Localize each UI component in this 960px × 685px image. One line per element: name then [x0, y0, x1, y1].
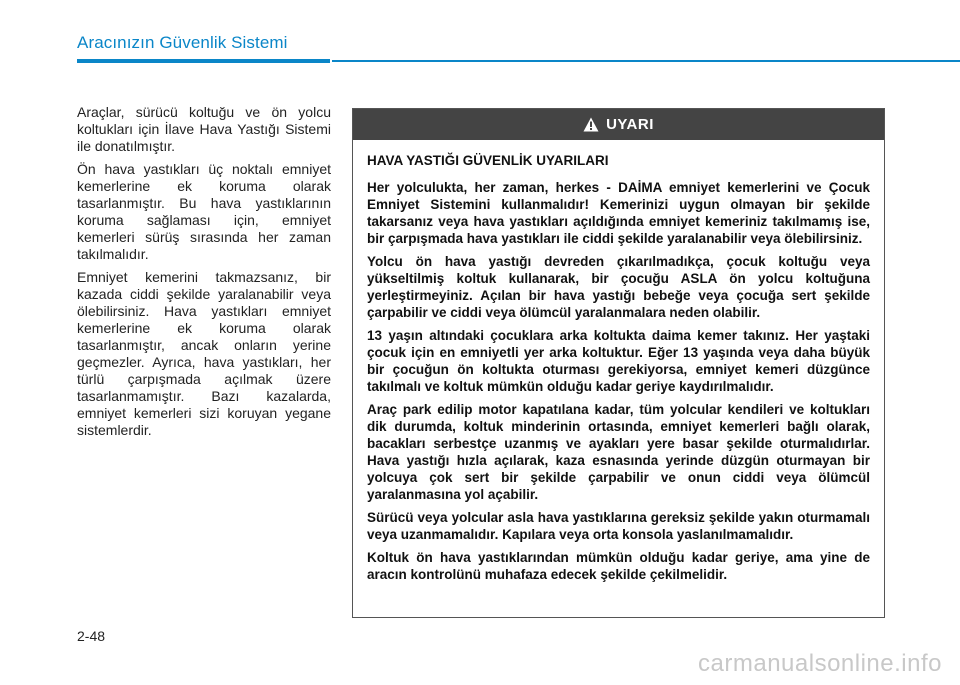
body-paragraph: Ön hava yastıkları üç noktalı emniyet kemerlerine ek koruma olarak tasarlanmıştır. Bu hava yastıklarının koruma sağlaması için, emniyet kemerleri sürüş sırasında her zaman takılmalıdır. [77, 161, 331, 262]
warning-triangle-icon [583, 117, 599, 132]
section-title: Aracınızın Güvenlik Sistemi [77, 33, 288, 52]
body-paragraph: Emniyet kemerini takmazsanız, bir kazada ciddi şekilde yaralanabilir veya ölebilirsiniz. Hava yastıkları emniyet kemerlerine ek koruma olarak tasarlanmıştır, ancak onların yerine geçmezler. Ayrıca, hava yastıkları, her türlü çarpışmada açılmak üzere tasarlanmamıştır. Bazı kazalarda, emniyet kemerleri sizi koruyan yegane sistemlerdir. [77, 269, 331, 438]
warning-header [353, 109, 884, 140]
header-rule-thick [77, 59, 330, 63]
left-column-text [77, 104, 331, 445]
warning-paragraph: 13 yaşın altındaki çocuklara arka koltukta daima kemer takınız. Her yaştaki çocuk için en emniyetli yer arka koltuktur. Eğer 13 yaşında veya daha büyük bir çocuğun ön koltukta oturması gerekiyorsa, emniyet kemeri düzgünce takılmalı ve koltuk mümkün olduğu kadar geriye kaydırılmalıdır. [367, 328, 870, 394]
header-rule-thin [332, 60, 960, 62]
warning-box [352, 108, 885, 618]
watermark: carmanualsonline.info [698, 650, 942, 677]
warning-paragraph: Yolcu ön hava yastığı devreden çıkarılmadıkça, çocuk koltuğu veya yükseltilmiş koltuk kullanarak, bir çocuğu ASLA ön yolcu koltuğuna yerleştirmeyiniz. Açılan bir hava yastığı bebeğe veya çocuğa sert şekilde çarpabilir ve ciddi veya ölümcül yaralanmalara neden olabilir. [367, 254, 870, 320]
warning-label: UYARI [606, 116, 654, 133]
warning-paragraph: Her yolculukta, her zaman, herkes - DAİMA emniyet kemerlerini ve Çocuk Emniyet Sistemini kullanmalıdır! Kemerinizi uygun olmayan bir şekilde takarsanız veya hava yastıkları açıldığında emniyet kemeriniz takılmamış ise, bir çarpışmada hava yastıkları ile ciddi şekilde yaralanabilir veya ölebilirsiniz. [367, 180, 870, 246]
body-paragraph: Araçlar, sürücü koltuğu ve ön yolcu koltukları için İlave Hava Yastığı Sistemi ile donatılmıştır. [77, 104, 331, 154]
page-number: 2-48 [77, 628, 106, 644]
warning-body [353, 140, 884, 583]
warning-paragraph: Koltuk ön hava yastıklarından mümkün olduğu kadar geriye, ama yine de aracın kontrolünü muhafaza edecek şekilde çekilmelidir. [367, 550, 870, 582]
warning-paragraph: Sürücü veya yolcular asla hava yastıklarına gereksiz şekilde yakın oturmamalı veya uzanmamalıdır. Kapılara veya orta konsola yaslanılmamalıdır. [367, 510, 870, 542]
warning-heading: HAVA YASTIĞI GÜVENLİK UYARILARI [367, 153, 609, 168]
warning-paragraph: Araç park edilip motor kapatılana kadar, tüm yolcular kendileri ve koltukları dik durumda, koltuk minderinin ortasında, emniyet kemerleri bağlı olarak, bacakları serbestçe uzanmış ve ayakları yere basar şekilde oturmalıdırlar. Hava yastığı hızla açılarak, kaza esnasında yerinde düzgün oturmayan bir yolcuya çok sert bir şekilde çarpabilir ve onun ciddi veya ölümcül yaralanmasına yol açabilir. [367, 402, 870, 502]
